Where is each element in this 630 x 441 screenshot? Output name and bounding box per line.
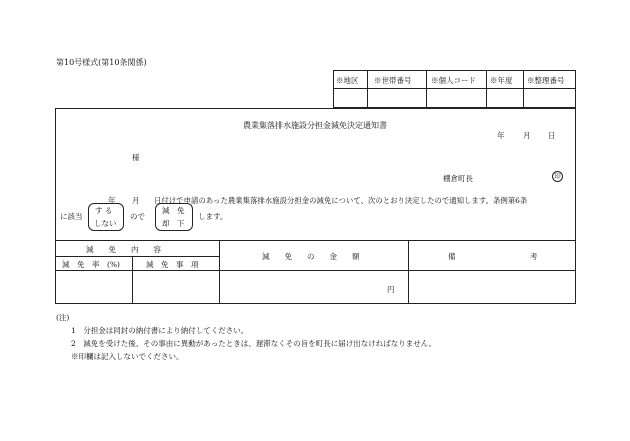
issuer-name: 棚倉町長 [443, 174, 473, 183]
header-cell-fiscal-year: ※年度 [490, 76, 513, 85]
body-prefix: に該当 [60, 212, 83, 221]
table-top-line [55, 240, 576, 241]
body-suffix: します。 [198, 212, 228, 221]
note-item-1: 1 分担金は同封の納付書により納付してください。 [71, 326, 249, 335]
header-cell-reference-number: ※整理番号 [527, 76, 565, 85]
remarks-field[interactable] [409, 271, 575, 303]
reduction-matter-field[interactable] [133, 271, 218, 303]
date-day-label: 日 [548, 131, 556, 140]
yen-unit: 円 [387, 285, 395, 294]
body-text-line1: 日付けで申請のあった農業集落排水施設分担金の減免について、次のとおり決定したので通知します。条例第6条 [154, 196, 528, 205]
note-item-3: ※印欄は記入しないでください。 [71, 352, 184, 361]
personal-code-field[interactable] [427, 89, 485, 107]
choice-shinai[interactable]: しない [94, 219, 117, 228]
choice-genmen[interactable]: 減 免 [162, 206, 185, 215]
reduction-amount-field[interactable] [220, 271, 407, 303]
header-cell-district: ※地区 [336, 76, 359, 85]
notes-heading: (注) [56, 313, 70, 322]
body-middle: ので [130, 212, 145, 221]
household-number-field[interactable] [368, 89, 425, 107]
choice-suru[interactable]: す る [95, 206, 113, 215]
column-header-amount: 減 免 の 金 額 [262, 252, 360, 261]
district-field[interactable] [334, 89, 366, 107]
official-seal: 印 [552, 171, 563, 182]
column-header-remarks-2: 考 [530, 252, 538, 261]
reference-number-field[interactable] [524, 89, 575, 107]
reduction-rate-field[interactable] [56, 271, 131, 303]
column-header-remarks-1: 備 [448, 252, 456, 261]
column-header-rate: 減 免 率 (%) [62, 260, 120, 269]
header-cell-personal-code: ※個人コード [431, 76, 476, 85]
column-header-matter: 減 免 事 項 [146, 260, 199, 269]
choice-kyakka[interactable]: 却 下 [162, 219, 185, 228]
fiscal-year-field[interactable] [487, 89, 522, 107]
body-year-label: 年 [108, 196, 116, 205]
page-title: 農業集落排水施設分担金減免決定通知書 [243, 121, 387, 130]
date-year-label: 年 [497, 131, 505, 140]
form-number: 第10号様式(第10条関係) [56, 58, 147, 67]
date-month-label: 月 [523, 131, 531, 140]
header-cell-household-number: ※世帯番号 [374, 76, 412, 85]
recipient-suffix: 様 [132, 153, 140, 162]
body-month-label: 月 [132, 196, 140, 205]
table-subheader-line [55, 256, 219, 257]
note-item-2: 2 減免を受けた後、その事由に異動があったときは、遅滞なくその旨を町長に届け出なければなりません。 [71, 339, 437, 348]
table-group-header: 減 免 内 容 [86, 245, 161, 254]
